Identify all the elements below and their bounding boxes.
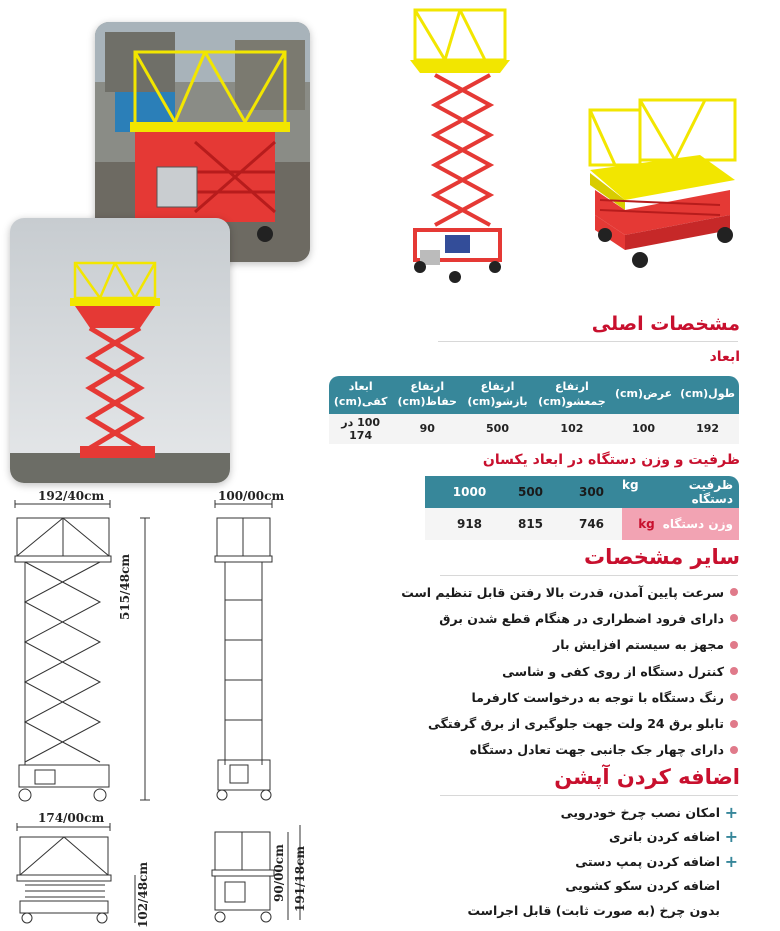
list-item: کنترل دستگاه از روی کفی و شاسی [378, 658, 738, 684]
divider [440, 795, 738, 796]
open-height-label: 515/48cm [118, 553, 132, 620]
options-heading: اضافه کردن آپشن [554, 765, 740, 789]
list-item: بدون چرخ (به صورت ثابت) قابل اجراست [467, 902, 720, 918]
header-open-height: ارتفاع بازشو(cm) [462, 376, 533, 414]
divider [440, 575, 738, 576]
list-item: + امکان نصب چرخ خودرویی [560, 802, 738, 822]
dimensions-heading: ابعاد [709, 349, 740, 365]
weight-row [439, 508, 739, 540]
front-width-label: 192/40cm [38, 489, 105, 503]
side-elevation-drawing [200, 490, 290, 815]
capacity-row [439, 476, 739, 508]
front-elevation-drawing [5, 490, 165, 815]
side-width-label: 100/00cm [218, 489, 285, 503]
list-item: + اضافه کردن پمپ دستی [575, 851, 738, 871]
value-open-height: 500 [462, 414, 533, 444]
capacity-heading: ظرفیت و وزن دستگاه در ابعاد یکسان [482, 452, 740, 468]
list-item: دارای چهار جک جانبی جهت تعادل دستگاه [378, 737, 738, 763]
capacity-table [425, 476, 739, 540]
bullet-dot-icon [730, 641, 738, 649]
header-platform-size: ابعاد کفی(cm) [329, 376, 392, 414]
value-closed-height: 102 [533, 414, 611, 444]
divider [438, 341, 738, 342]
tall-lift-render [395, 5, 515, 285]
plus-icon: + [724, 802, 738, 822]
extended-lift-photo [10, 218, 230, 483]
capacity-300: 300 [578, 485, 605, 499]
plus-icon: + [724, 827, 738, 847]
value-length: 192 [676, 414, 739, 444]
total-closed-label: 191/18cm [293, 845, 307, 912]
list-item: + اضافه کردن باتری [609, 827, 738, 847]
bullet-dot-icon [730, 746, 738, 754]
weight-918: 918 [456, 517, 483, 531]
capacity-label: ظرفیت دستگاه [688, 478, 733, 506]
value-platform-size: 100 در 174 [329, 414, 392, 444]
header-guard-height: ارتفاع حفاظ(cm) [392, 376, 462, 414]
guard-height-label: 90/00cm [272, 844, 286, 902]
closed-height-label: 102/48cm [136, 861, 150, 928]
main-specs-heading: مشخصات اصلی [591, 313, 740, 335]
list-item: رنگ دستگاه با توجه به درخواست کارفرما [378, 684, 738, 710]
list-item: مجهز به سیستم افزایش بار [378, 632, 738, 658]
list-item: سرعت پایین آمدن، قدرت بالا رفتن قابل تنظیم است [378, 579, 738, 605]
list-item: اضافه کردن سکو کشویی [565, 878, 720, 894]
header-length: طول(cm) [676, 376, 739, 414]
bullet-dot-icon [730, 588, 738, 596]
bullet-dot-icon [730, 693, 738, 701]
options-list [378, 800, 738, 923]
value-guard-height: 90 [392, 414, 462, 444]
weight-746: 746 [578, 517, 605, 531]
other-specs-heading: سایر مشخصات [584, 545, 740, 569]
features-list [378, 579, 738, 763]
bullet-dot-icon [730, 614, 738, 622]
weight-815: 815 [517, 517, 544, 531]
compact-lift-render [580, 95, 740, 285]
dimensions-table [329, 376, 739, 444]
list-item: دارای فرود اضطراری در هنگام قطع شدن برق [378, 605, 738, 631]
value-width: 100 [611, 414, 676, 444]
bullet-dot-icon [730, 720, 738, 728]
plus-icon: + [724, 851, 738, 871]
list-item: تابلو برق 24 ولت جهت جلوگیری از برق گرفتگی [378, 710, 738, 736]
header-width: عرض(cm) [611, 376, 676, 414]
capacity-1000: 1000 [452, 485, 487, 499]
closed-length-label: 174/00cm [38, 811, 105, 825]
capacity-500: 500 [517, 485, 544, 499]
capacity-unit: kg [622, 478, 639, 492]
weight-unit: kg [638, 517, 655, 531]
header-closed-height: ارتفاع جمعشو(cm) [533, 376, 611, 414]
weight-label: وزن دستگاه [662, 517, 733, 531]
bullet-dot-icon [730, 667, 738, 675]
